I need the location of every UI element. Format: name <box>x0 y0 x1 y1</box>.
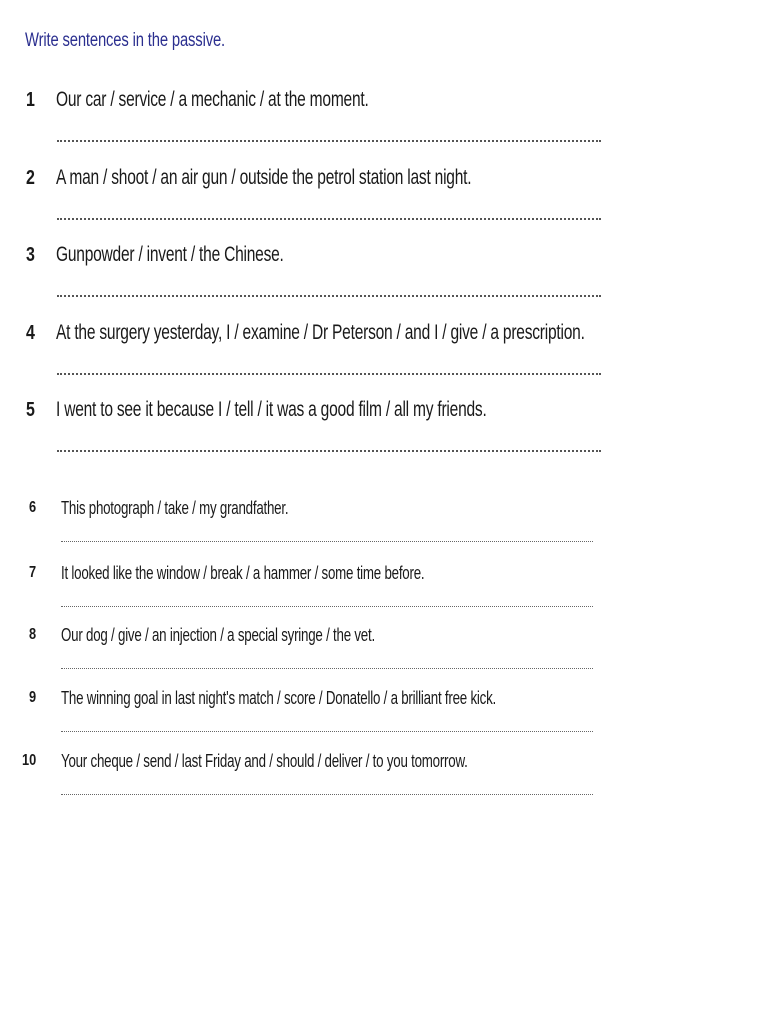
item-number: 1 <box>26 89 35 111</box>
answer-line-7[interactable] <box>61 606 593 607</box>
item-prompt: Our car / service / a mechanic / at the moment. <box>56 88 369 111</box>
answer-line-1[interactable] <box>57 140 601 142</box>
item-number: 10 <box>22 752 37 769</box>
item-number: 2 <box>26 167 35 189</box>
item-number: 5 <box>26 399 35 421</box>
answer-line-8[interactable] <box>61 668 593 669</box>
answer-line-4[interactable] <box>57 373 601 375</box>
item-prompt: This photograph / take / my grandfather. <box>61 498 289 518</box>
answer-line-6[interactable] <box>61 541 593 542</box>
answer-line-5[interactable] <box>57 450 601 452</box>
item-prompt: A man / shoot / an air gun / outside the petrol station last night. <box>56 166 472 189</box>
item-prompt: It looked like the window / break / a hammer / some time before. <box>61 563 425 583</box>
item-prompt: Our dog / give / an injection / a special syringe / the vet. <box>61 625 375 645</box>
instruction-title: Write sentences in the passive. <box>25 30 226 51</box>
item-prompt: At the surgery yesterday, I / examine / Dr Peterson / and I / give / a prescription. <box>56 321 585 344</box>
item-prompt: The winning goal in last night's match / score / Donatello / a brilliant free kick. <box>61 688 497 708</box>
item-prompt: Gunpowder / invent / the Chinese. <box>56 243 284 266</box>
item-number: 3 <box>26 244 35 266</box>
item-number: 4 <box>26 322 35 344</box>
item-number: 8 <box>29 626 37 643</box>
answer-line-2[interactable] <box>57 218 601 220</box>
item-prompt: Your cheque / send / last Friday and / should / deliver / to you tomorrow. <box>61 751 468 771</box>
item-number: 7 <box>29 564 37 581</box>
answer-line-9[interactable] <box>61 731 593 732</box>
answer-line-3[interactable] <box>57 295 601 297</box>
item-number: 9 <box>29 689 37 706</box>
item-number: 6 <box>29 499 37 516</box>
item-prompt: I went to see it because I / tell / it was a good film / all my friends. <box>56 398 487 421</box>
answer-line-10[interactable] <box>61 794 593 795</box>
